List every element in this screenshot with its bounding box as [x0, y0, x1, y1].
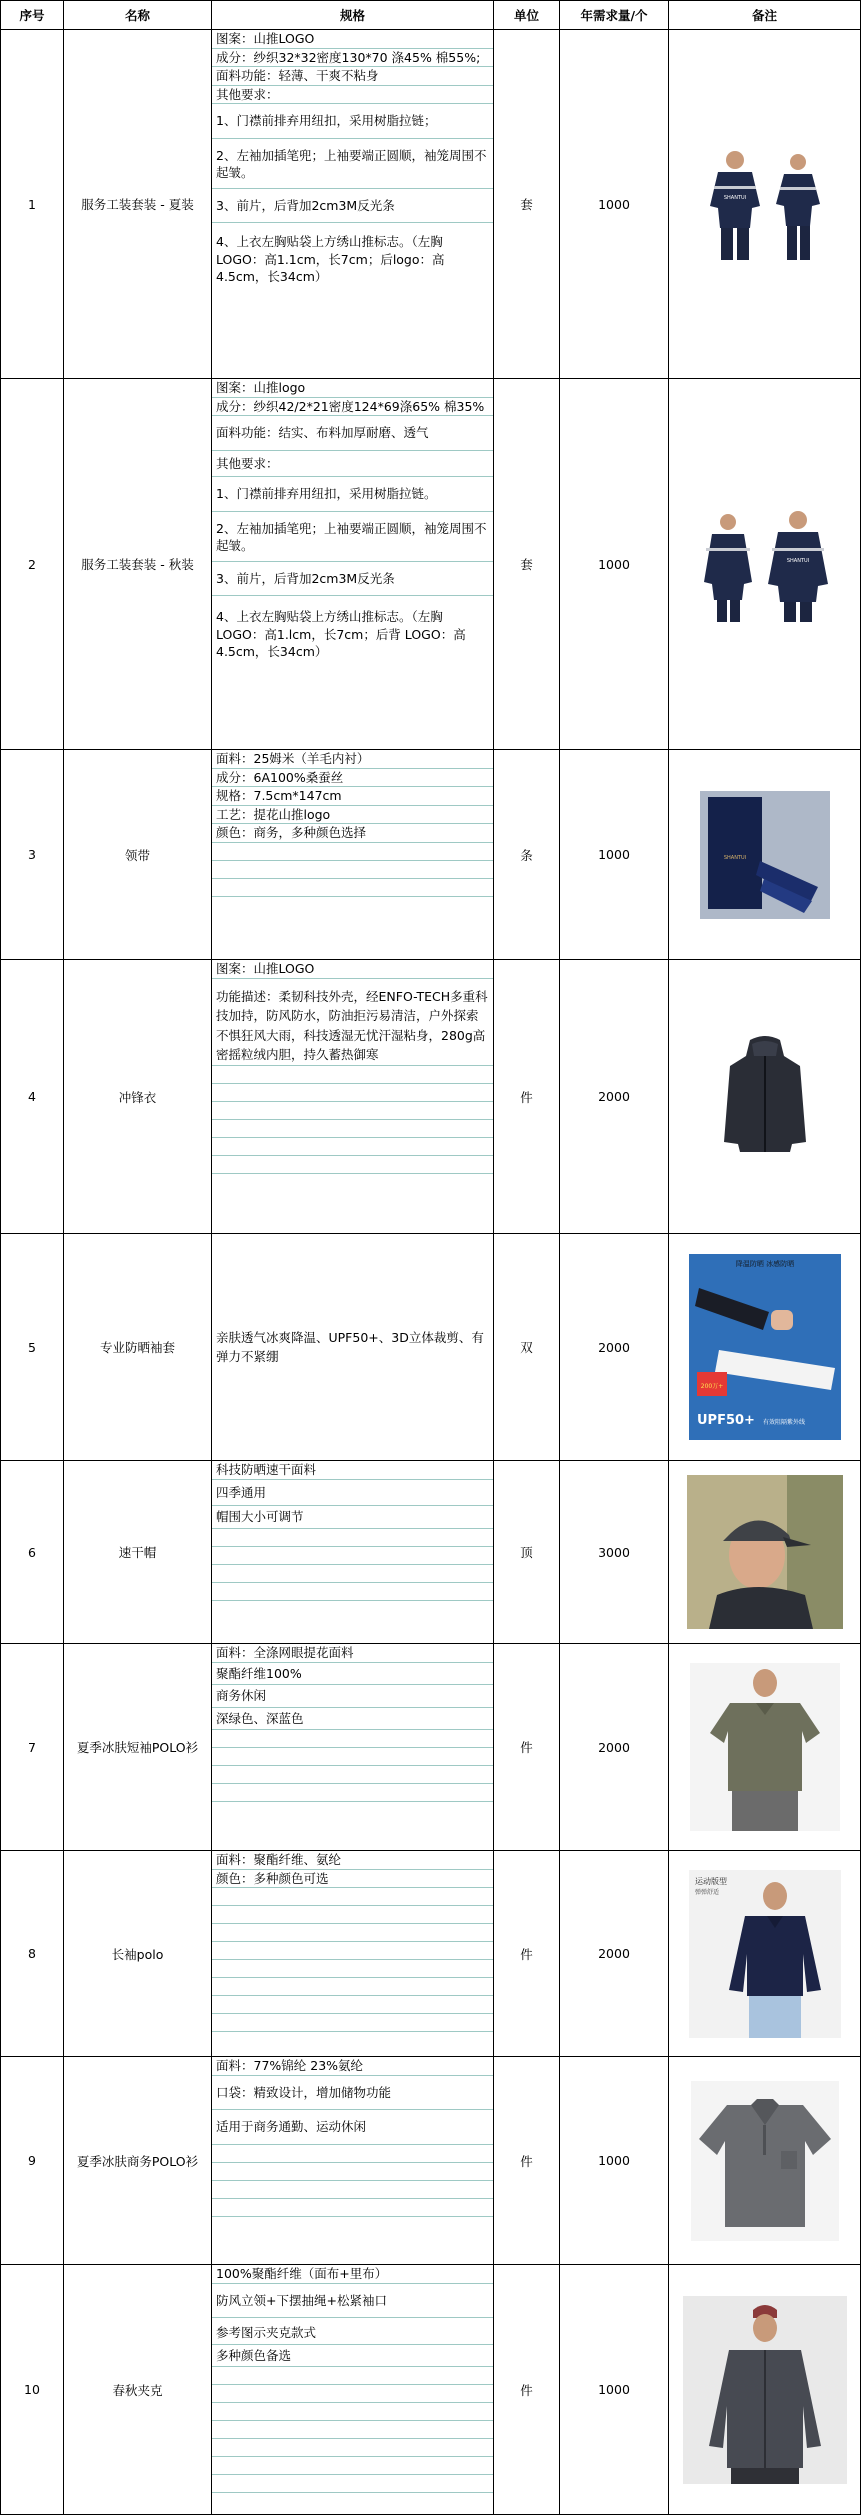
spec-blank-line: [212, 1102, 493, 1120]
row-unit: 件: [494, 1851, 560, 2057]
row-no: 10: [1, 2265, 64, 2515]
arm-sleeve-icon: [689, 1254, 841, 1440]
spec-line: 成分：纱织32*32密度130*70 涤45% 棉55%;: [212, 49, 493, 68]
spec-blank-line: [212, 879, 493, 897]
header-row: [1, 1, 861, 30]
spec-blank-line: [212, 1066, 493, 1084]
svg-text:有效阻隔紫外线: 有效阻隔紫外线: [762, 1419, 805, 1426]
spec-line: 3、前片，后背加2cm3M反光条: [212, 189, 493, 224]
spec-blank-line: [212, 2163, 493, 2181]
jacket-model-icon: [683, 2296, 847, 2484]
row-unit: 双: [494, 1234, 560, 1461]
header-unit: 单位: [494, 1, 560, 30]
row-no: 8: [1, 1851, 64, 2057]
header-name: 名称: [64, 1, 212, 30]
spec-blank-line: [212, 1784, 493, 1802]
spec-blank-line: [212, 2199, 493, 2217]
svg-text:SHANTUI: SHANTUI: [786, 558, 809, 564]
spec-blank-line: [212, 2457, 493, 2475]
row-qty: 2000: [560, 960, 669, 1234]
row-qty: 1000: [560, 379, 669, 750]
table-row: [1, 2057, 861, 2265]
row-no: 4: [1, 960, 64, 1234]
rain-jacket-icon: [720, 1032, 810, 1162]
product-photo-long-polo: [689, 1870, 841, 2038]
row-spec: [212, 960, 494, 1234]
row-unit: 条: [494, 750, 560, 960]
product-photo-summer-uniform: [690, 144, 840, 264]
spec-blank-line: [212, 1156, 493, 1174]
spec-blank-line: [212, 1529, 493, 1547]
row-remark: [669, 1851, 861, 2057]
table-row: [1, 2265, 861, 2515]
table-row: [1, 1644, 861, 1851]
spec-line: 口袋：精致设计，增加储物功能: [212, 2076, 493, 2111]
spec-blank-line: [212, 2439, 493, 2457]
row-qty: 1000: [560, 2265, 669, 2515]
row-unit: 套: [494, 379, 560, 750]
spec-line: 亲肤透气冰爽降温、UPF50+、3D立体裁剪、有弹力不紧绷: [216, 1330, 484, 1364]
spec-line: 参考图示夹克款式: [212, 2318, 493, 2345]
row-remark: [669, 30, 861, 379]
svg-text:弹弹舒适: 弹弹舒适: [694, 1888, 719, 1896]
header-spec: 规格: [212, 1, 494, 30]
row-no: 1: [1, 30, 64, 379]
svg-text:200万+: 200万+: [700, 1383, 723, 1390]
row-name: 专业防晒袖套: [64, 1234, 212, 1461]
spec-line: 3、前片，后背加2cm3M反光条: [212, 562, 493, 597]
spec-line: 1、门襟前排弃用纽扣，采用树脂拉链；: [212, 104, 493, 139]
spec-blank-line: [212, 1547, 493, 1565]
product-photo-jacket: [720, 1032, 810, 1162]
spec-line: 功能描述：柔韧科技外壳，经ENFO-TECH多重科技加持，防风防水，防油拒污易清洁，户外探索不惧狂风大雨，科技透湿无忧汗湿粘身，280g高密摇粒绒内胆，持久蓄热御寒: [212, 979, 493, 1066]
product-photo-spring-jacket: [683, 2296, 847, 2484]
row-no: 3: [1, 750, 64, 960]
row-remark: [669, 2265, 861, 2515]
spec-blank-line: [212, 1960, 493, 1978]
row-qty: 2000: [560, 1234, 669, 1461]
spec-blank-line: [212, 2385, 493, 2403]
row-name: 服务工装套装 - 秋装: [64, 379, 212, 750]
row-no: 9: [1, 2057, 64, 2265]
spec-line: 图案：山推logo: [212, 379, 493, 398]
spec-line: 商务休闲: [212, 1685, 493, 1708]
row-no: 2: [1, 379, 64, 750]
row-remark: [669, 1461, 861, 1644]
spec-blank-line: [212, 1906, 493, 1924]
spec-line: 适用于商务通勤、运动休闲: [212, 2110, 493, 2145]
product-photo-autumn-uniform: [690, 504, 840, 624]
svg-text:运动版型: 运动版型: [694, 1876, 727, 1886]
table-row: [1, 379, 861, 750]
spec-line: 四季通用: [212, 1480, 493, 1507]
necktie-box-icon: [700, 791, 830, 919]
row-spec: [212, 1851, 494, 2057]
row-remark: [669, 2057, 861, 2265]
spec-line: 深绿色、深蓝色: [212, 1708, 493, 1731]
table-row: [1, 1851, 861, 2057]
spec-blank-line: [212, 1978, 493, 1996]
row-name: 夏季冰肤短袖POLO衫: [64, 1644, 212, 1851]
row-no: 6: [1, 1461, 64, 1644]
row-name: 长袖polo: [64, 1851, 212, 2057]
spec-line: 面料：聚酯纤维、氨纶: [212, 1851, 493, 1870]
spec-line: 成分：6A100%桑蚕丝: [212, 769, 493, 788]
row-unit: 件: [494, 1644, 560, 1851]
row-name: 服务工装套装 - 夏装: [64, 30, 212, 379]
spec-line: 2、左袖加插笔兜；上袖要端正圆顺，袖笼周围不起皱。: [212, 139, 493, 189]
spec-line: 帽围大小可调节: [212, 1506, 493, 1529]
row-unit: 件: [494, 2057, 560, 2265]
row-spec: [212, 2265, 494, 2515]
spec-line: 4、上衣左胸贴袋上方绣山推标志。（左胸LOGO：高1.lcm，长7cm；后背 LOGO：高4.5cm，长34cm）: [216, 609, 466, 659]
spec-line: 4、上衣左胸贴袋上方绣山推标志。（左胸LOGO：高1.1cm，长7cm；后logo：高4.5cm，长34cm）: [216, 234, 445, 284]
spec-blank-line: [212, 1924, 493, 1942]
spec-blank-line: [212, 1138, 493, 1156]
spec-blank-line: [212, 2145, 493, 2163]
row-spec: [212, 30, 494, 379]
header-qty: 年需求量/个: [560, 1, 669, 30]
spec-line: 面料功能：轻薄、干爽不粘身: [212, 67, 493, 86]
row-remark: [669, 1234, 861, 1461]
spec-line: 多种颜色备选: [212, 2345, 493, 2368]
spec-blank-line: [212, 843, 493, 861]
spec-line: 面料：77%锦纶 23%氨纶: [212, 2057, 493, 2076]
row-unit: 套: [494, 30, 560, 379]
spec-line: 图案：山推LOGO: [212, 960, 493, 979]
row-qty: 1000: [560, 750, 669, 960]
row-spec: [212, 379, 494, 750]
svg-text:SHANTUI: SHANTUI: [723, 195, 746, 201]
row-name: 冲锋衣: [64, 960, 212, 1234]
table-row: [1, 30, 861, 379]
row-qty: 2000: [560, 1644, 669, 1851]
spec-blank-line: [212, 1120, 493, 1138]
spec-blank-line: [212, 1748, 493, 1766]
spec-line: 2、左袖加插笔兜；上袖要端正圆顺，袖笼周围不起皱。: [212, 512, 493, 562]
row-remark: [669, 379, 861, 750]
svg-text:UPF50+: UPF50+: [696, 1413, 755, 1428]
header-no: 序号: [1, 1, 64, 30]
svg-text:降温防晒 冰感防晒: 降温防晒 冰感防晒: [735, 1260, 794, 1268]
product-photo-cap: [687, 1475, 843, 1629]
row-remark: [669, 1644, 861, 1851]
row-remark: [669, 750, 861, 960]
spec-line: 成分：纱织42/2*21密度124*69涤65% 棉35%: [212, 398, 493, 417]
row-name: 夏季冰肤商务POLO衫: [64, 2057, 212, 2265]
row-spec: [212, 1644, 494, 1851]
row-no: 5: [1, 1234, 64, 1461]
spec-blank-line: [212, 1583, 493, 1601]
spec-blank-line: [212, 861, 493, 879]
spec-line: 科技防晒速干面料: [212, 1461, 493, 1480]
spec-blank-line: [212, 1730, 493, 1748]
uniform-couple-icon: [690, 144, 840, 264]
spec-blank-line: [212, 1565, 493, 1583]
product-photo-short-polo: [690, 1663, 840, 1831]
table-row: [1, 960, 861, 1234]
spec-line: 颜色：多种颜色可选: [212, 1870, 493, 1889]
row-name: 春秋夹克: [64, 2265, 212, 2515]
table-row: [1, 1234, 861, 1461]
table-row: [1, 1461, 861, 1644]
spec-line: 1、门襟前排弃用纽扣，采用树脂拉链。: [212, 477, 493, 512]
spec-blank-line: [212, 1996, 493, 2014]
header-remark: 备注: [669, 1, 861, 30]
spec-line: 防风立领+下摆抽绳+松紧袖口: [212, 2284, 493, 2319]
row-qty: 1000: [560, 30, 669, 379]
spec-line: 颜色：商务，多种颜色选择: [212, 824, 493, 843]
row-name: 领带: [64, 750, 212, 960]
spec-line: 规格：7.5cm*147cm: [212, 787, 493, 806]
spec-line: 其他要求：: [212, 451, 493, 478]
spec-blank-line: [212, 2181, 493, 2199]
spec-line: 面料功能：结实、布料加厚耐磨、透气: [212, 416, 493, 451]
row-spec: [212, 2057, 494, 2265]
row-spec: [212, 750, 494, 960]
row-unit: 件: [494, 960, 560, 1234]
product-photo-tie: [700, 791, 830, 919]
product-photo-business-polo: [691, 2081, 839, 2241]
row-no: 7: [1, 1644, 64, 1851]
spec-line: 其他要求：: [212, 86, 493, 105]
spec-line: 100%聚酯纤维（面布+里布）: [212, 2265, 493, 2284]
spec-line: 面料：25姆米（羊毛内衬）: [212, 750, 493, 769]
row-name: 速干帽: [64, 1461, 212, 1644]
spec-blank-line: [212, 2367, 493, 2385]
long-sleeve-polo-icon: [689, 1870, 841, 2038]
row-spec: [212, 1234, 494, 1461]
spec-blank-line: [212, 2475, 493, 2493]
spec-blank-line: [212, 2403, 493, 2421]
row-remark: [669, 960, 861, 1234]
spec-blank-line: [212, 1084, 493, 1102]
row-qty: 3000: [560, 1461, 669, 1644]
spec-blank-line: [212, 1766, 493, 1784]
polo-shirt-icon: [690, 1663, 840, 1831]
spec-line: 面料：全涤网眼提花面料: [212, 1644, 493, 1663]
spec-blank-line: [212, 2421, 493, 2439]
uniform-couple-icon: [690, 504, 840, 624]
row-qty: 2000: [560, 1851, 669, 2057]
row-spec: [212, 1461, 494, 1644]
row-unit: 件: [494, 2265, 560, 2515]
row-qty: 1000: [560, 2057, 669, 2265]
product-photo-sleeves: [689, 1254, 841, 1440]
spec-blank-line: [212, 2014, 493, 2032]
spec-blank-line: [212, 1942, 493, 1960]
svg-text:SHANTUI: SHANTUI: [723, 854, 746, 861]
spec-blank-line: [212, 1888, 493, 1906]
spec-line: 图案：山推LOGO: [212, 30, 493, 49]
spec-line: 工艺：提花山推logo: [212, 806, 493, 825]
spec-line: 聚酯纤维100%: [212, 1663, 493, 1686]
row-unit: 顶: [494, 1461, 560, 1644]
polo-shirt-icon: [691, 2081, 839, 2241]
cap-model-icon: [687, 1475, 843, 1629]
table-row: [1, 750, 861, 960]
